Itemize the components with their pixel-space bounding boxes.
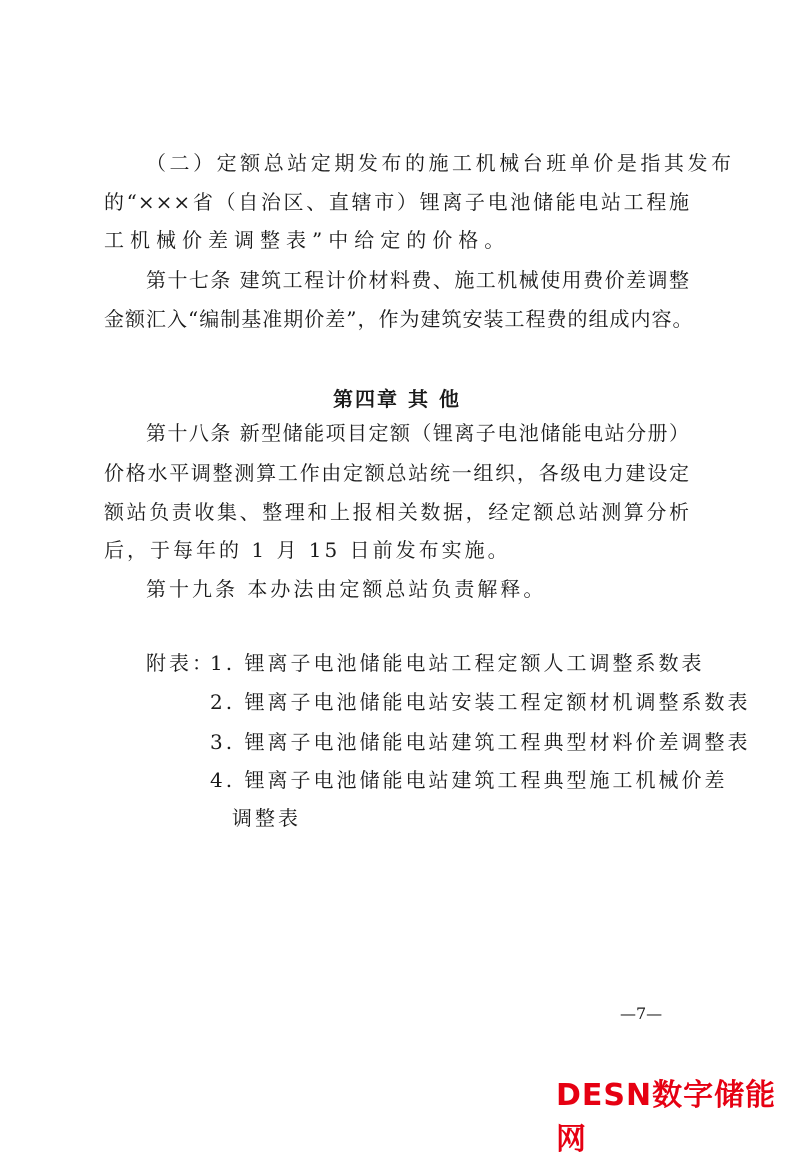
- annex-item: 1. 锂离子电池储能电站工程定额人工调整系数表: [210, 651, 705, 675]
- paragraph-line: 的“×××省（自治区、直辖市）锂离子电池储能电站工程施: [104, 190, 690, 214]
- article-18-line: 额站负责收集、整理和上报相关数据，经定额总站测算分析: [104, 500, 690, 524]
- article-18-line: 后，于每年的 1 月 15 日前发布实施。: [104, 538, 511, 562]
- article-18-line: 第十八条 新型储能项目定额（锂离子电池储能电站分册）: [146, 421, 690, 445]
- page-number: —7—: [620, 1004, 663, 1023]
- chapter-heading: 第四章 其 他: [333, 387, 461, 411]
- article-19-line: 第十九条 本办法由定额总站负责解释。: [146, 577, 547, 601]
- article-17-line: 第十七条 建筑工程计价材料费、施工机械使用费价差调整: [146, 268, 690, 292]
- paragraph-line: 工机械价差调整表”中给定的价格。: [104, 228, 511, 252]
- annex-item-continuation: 调整表: [232, 806, 301, 830]
- annex-label: 附表：: [146, 651, 215, 675]
- annex-item: 3. 锂离子电池储能电站建筑工程典型材料价差调整表: [210, 730, 751, 754]
- watermark-logo: DESN数字储能网: [556, 1078, 777, 1157]
- annex-item: 4. 锂离子电池储能电站建筑工程典型施工机械价差: [210, 768, 728, 792]
- paragraph-line: （二）定额总站定期发布的施工机械台班单价是指其发布: [146, 151, 732, 175]
- article-17-line: 金额汇入“编制基准期价差”，作为建筑安装工程费的组成内容。: [104, 307, 694, 331]
- annex-item: 2. 锂离子电池储能电站安装工程定额材机调整系数表: [210, 690, 751, 714]
- article-18-line: 价格水平调整测算工作由定额总站统一组织，各级电力建设定: [104, 461, 690, 485]
